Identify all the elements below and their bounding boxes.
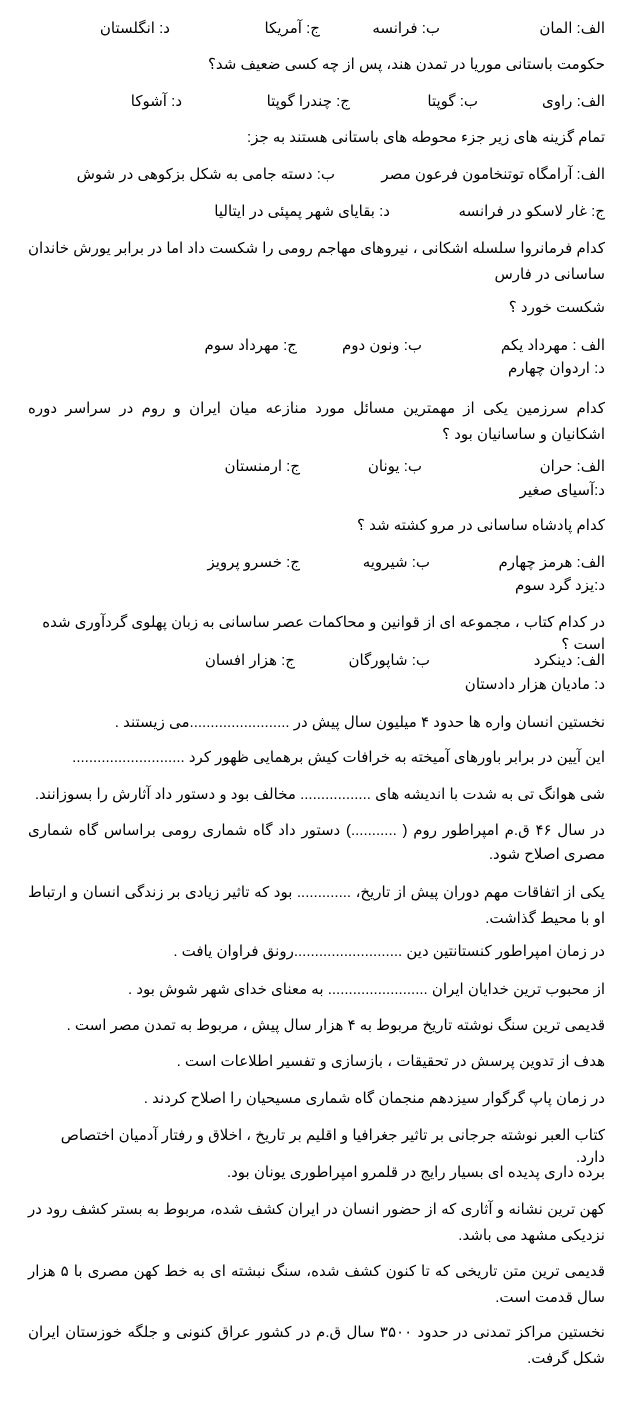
q3-text-line2: شکست خورد ؟ xyxy=(508,299,605,316)
q4-options-row2 xyxy=(28,480,605,504)
q3-option-b: ب: ونون دوم xyxy=(341,337,422,354)
q6-options-row2 xyxy=(28,674,605,698)
statement-11: کتاب العبر نوشته جرجانی بر تاثیر جغرافیا و اقلیم بر تاریخ ، اخلاق و رفتار آدمیان اختصاص دارد. xyxy=(60,1127,605,1166)
statement-12: برده داری پدیده ای بسیار رایج در قلمرو امپراطوری یونان بود. xyxy=(226,1164,605,1181)
q1-option-d: د: آشوکا xyxy=(130,93,182,110)
q6-option-d: د: مادیان هزار دادستان xyxy=(464,676,605,693)
q2-options-row2 xyxy=(28,201,605,225)
q1-option-c: ج: چندرا گوپتا xyxy=(266,93,350,110)
q6-options-row1 xyxy=(28,650,605,674)
q0-option-d: د: انگلستان xyxy=(99,20,170,37)
q0-options xyxy=(28,18,605,42)
q6-option-a: الف: دینکرد xyxy=(533,652,605,669)
statement-4: در سال ۴۶ ق.م امپراطور روم ( ...........) دستور داد گاه شماری رومی براساس گاه شماری مصری اصلاح شود. xyxy=(28,822,605,863)
q5-option-d: د:یزد گرد سوم xyxy=(514,577,605,594)
q5-options-row2 xyxy=(28,575,605,599)
q4-option-c: ج: ارمنستان xyxy=(224,458,300,475)
q5-option-b: ب: شیرویه xyxy=(362,554,430,571)
q4-option-b: ب: یونان xyxy=(367,458,422,475)
q6-option-c: ج: هزار افسان xyxy=(204,652,295,669)
q4-option-d: د:آسیای صغیر xyxy=(519,482,605,499)
q5-option-a: الف: هرمز چهارم xyxy=(498,554,605,571)
statement-6: در زمان امپراطور کنستانتین دین ..........................رونق فراوان یافت . xyxy=(173,943,605,960)
q2-option-b: ب: دسته جامی به شکل بزکوهی در شوش xyxy=(76,166,335,183)
q0-option-c: ج: آمریکا xyxy=(264,20,320,37)
q1-text: حکومت باستانی موریا در تمدن هند، پس از چه کسی ضعیف شد؟ xyxy=(207,56,605,73)
statement-7: از محبوب ترین خدایان ایران ........................ به معنای خدای شهر شوش بود . xyxy=(127,981,605,998)
q6-text: در کدام کتاب ، مجموعه ای از قوانین و محاکمات عصر ساسانی به زبان پهلوی گردآوری شده است ؟ xyxy=(42,614,605,653)
statement-14: قدیمی ترین متن تاریخی که تا کنون کشف شده، سنگ نبشته ای به خط کهن مصری با ۵ هزار سال قدمت است. xyxy=(28,1263,606,1306)
statement-13: کهن ترین نشانه و آثاری که از حضور انسان در ایران کشف شده، مربوط به بستر کشف رود در نزدیکی مشهد می باشد. xyxy=(28,1201,605,1244)
q2-options-row1 xyxy=(28,164,605,188)
q1-option-a: الف: راوی xyxy=(542,93,605,110)
q3-option-d: د: اردوان چهارم xyxy=(508,360,605,377)
q0-option-b: ب: فرانسه xyxy=(372,20,440,37)
q3-options-row1 xyxy=(28,335,605,359)
q2-option-c: ج: غار لاسکو در فرانسه xyxy=(458,203,605,220)
q2-option-a: الف: آرامگاه توتنخامون فرعون مصر xyxy=(381,166,605,183)
statement-1: نخستین انسان واره ها حدود ۴ میلیون سال پیش در ........................می زیستند . xyxy=(114,714,605,731)
q3-options-row2 xyxy=(28,358,605,382)
q4-option-a: الف: حران xyxy=(539,458,605,475)
q4-options-row1 xyxy=(28,456,605,480)
q3-option-c: ج: مهرداد سوم xyxy=(204,337,297,354)
q4-text: کدام سرزمین یکی از مهمترین مسائل مورد منازعه میان ایران و روم در سراسر دوره اشکانیان و ساسانیان بود ؟ xyxy=(28,400,605,443)
q5-option-c: ج: خسرو پرویز xyxy=(207,554,300,571)
q5-options-row1 xyxy=(28,552,605,576)
statement-9: هدف از تدوین پرسش در تحقیقات ، بازسازی و تفسیر اطلاعات است . xyxy=(176,1053,605,1070)
q0-option-a: الف: المان xyxy=(539,20,605,37)
q1-options xyxy=(28,91,605,115)
q6-option-b: ب: شاپورگان xyxy=(348,652,430,669)
q3-text-line1: کدام فرمانروا سلسله اشکانی ، نیروهای مهاجم رومی را شکست داد اما در برابر یورش خاندان ساسانی در فارس xyxy=(28,240,605,283)
q2-text: تمام گزینه های زیر جزء محوطه های باستانی هستند به جز: xyxy=(247,129,605,146)
q2-option-d: د: بقایای شهر پمپئی در ایتالیا xyxy=(214,203,390,220)
statement-3: شی هوانگ تی به شدت با اندیشه های ................. مخالف بود و دستور داد آثارش را بسوزانند. xyxy=(34,786,605,803)
statement-8: قدیمی ترین سنگ نوشته تاریخ مربوط به ۴ هزار سال پیش ، مربوط به تمدن مصر است . xyxy=(66,1017,605,1034)
statement-2: این آیین در برابر باورهای آمیخته به خرافات کیش برهمایی ظهور کرد ........................... xyxy=(72,749,605,766)
q5-text: کدام پادشاه ساسانی در مرو کشته شد ؟ xyxy=(357,517,605,534)
statement-5: یکی از اتفاقات مهم دوران پیش از تاریخ، ............. بود که تاثیر زیادی بر زندگی انسان و ارتباط او با محیط گذاشت. xyxy=(28,884,605,927)
q3-option-a: الف : مهرداد یکم xyxy=(500,337,605,354)
statement-10: در زمان پاپ گرگوار سیزدهم منجمان گاه شماری مسیحیان را اصلاح کردند . xyxy=(143,1090,605,1107)
q1-option-b: ب: گوپتا xyxy=(427,93,478,110)
statement-15: نخستین مراکز تمدنی در حدود ۳۵۰۰ سال ق.م در کشور عراق کنونی و جلگه خوزستان ایران شکل گرفت. xyxy=(28,1324,605,1367)
